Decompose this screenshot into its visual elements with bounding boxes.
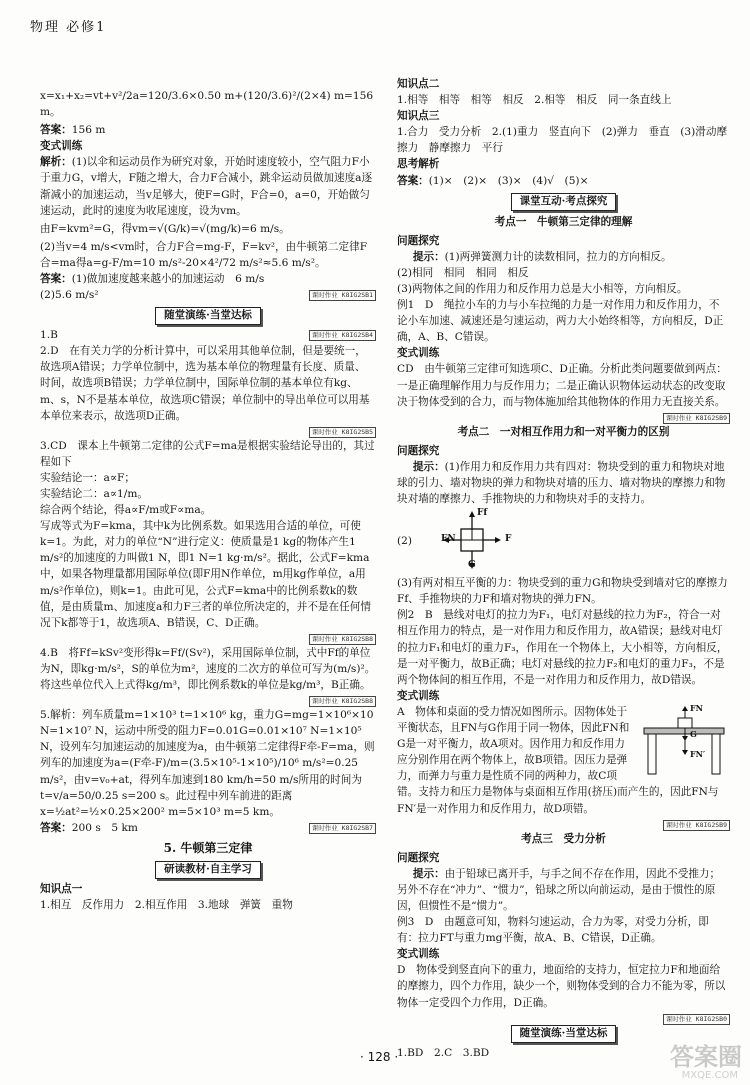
variant-heading: 变式训练 — [40, 140, 83, 153]
hint-label: 提示： — [412, 460, 445, 473]
paragraph: (1)以伞和运动员作为研究对象，开始时速度较小，空气阻力F小于重力G，v增大，F随之增大，合力F合减小，跳伞运动员做加速度a逐渐减小的加速运动，当v足够大，使F=G时，F合=0，a=0，开始做匀速运动，此时的速度为收尾速度，设为vm。 — [40, 156, 373, 217]
answer-value: 200 s 5 km — [71, 821, 138, 834]
example: 例1 D 绳拉小车的力与小车拉绳的力是一对作用力和反作用力，不论小车加速、减速还是匀速运动，两力大小始终相等，方向相反，D正确，A、B、C错误。 — [397, 299, 724, 344]
explore-heading: 问题探究 — [397, 234, 440, 247]
analysis-label: 解析： — [40, 156, 72, 169]
qr-tag: 课时作业 K8IG2SB9 — [663, 413, 730, 424]
page-number: · 128 · — [360, 1050, 399, 1064]
variant-heading: 变式训练 — [397, 948, 440, 961]
fn-label: FN — [690, 702, 703, 713]
topic-heading: 考点三 受力分析 — [521, 832, 606, 845]
answer-value: 156 m — [71, 124, 106, 137]
hint-label: 提示： — [412, 867, 445, 880]
paragraph: CD 由牛顿第三定律可知选项C、D正确。分析此类问题要做到两点：一是正确理解作用力与反作用力；二是正确认识物体运动状态的改变取决于物体受到的合力，而与物体施加给其他物体的作用力无直接关系。 — [397, 363, 727, 408]
section-heading: 课堂互动·考点探究 — [511, 193, 617, 211]
table-force-diagram — [638, 702, 730, 780]
paragraph: (2)当v=4 m/s<vm时，合力F合=mg-F，F=kv²，由牛顿第二定律F合=ma得a=g-F/m=10 m/s²-20×4²/72 m/s²≈5.6 m/s²。 — [40, 240, 368, 269]
g-label: G — [690, 728, 697, 739]
answer-value: (2)5.6 m/s² — [40, 289, 99, 302]
table-diagram-svg — [638, 706, 730, 780]
answer-item: 1.相等 相等 相等 相反 2.相等 相反 同一条直线上 — [397, 94, 672, 107]
qr-tag: 课时作业 K8IG2SB8 — [309, 696, 376, 707]
explore-heading: 问题探究 — [397, 851, 440, 864]
topic-heading: 考点二 一对相互作用力和一对平衡力的区别 — [457, 425, 670, 438]
knowledge-heading: 知识点三 — [397, 110, 440, 123]
paragraph: D 物体受到竖直向下的重力，地面给的支持力，恒定拉力F和地面给的摩擦力，四个力作用，缺少一个，则物体受到的合力不能为零，所以物体一定受四个力作用，D正确。 — [397, 964, 726, 1009]
qr-tag: 课时作业 K8IG2SB5 — [309, 427, 376, 438]
f-label: F — [505, 534, 512, 545]
answer-item: 2.D 在有关力学的分析计算中，可以采用其他单位制，但是要统一，故选项A错误；力学单位制中，选为基本单位的物理量有长度、质量、时间，故选项B错误；力学单位制中，国际单位制的基本单位有kg、m、s，N不是基本单位，故选项C错误；单位制中的导出单位可以用基本单位来表示，故选项D正确。 — [40, 345, 370, 422]
ff-label: Ff — [477, 508, 488, 519]
formula-line: 实验结论二：a∝1/m。 — [40, 488, 148, 501]
paragraph: 由于铅球已离开手，与手之间不存在作用，因此不受推力；另外不存在“冲力”、“惯力”，铅球之所以向前运动，是由于惯性的原因，但惯性不是“惯力”。 — [397, 867, 721, 912]
table-leg — [712, 734, 720, 774]
qr-tag: 课时作业 K8IG2SB8 — [309, 634, 376, 645]
answer-item: 1.B — [40, 329, 58, 342]
answer-item: 1.BD 2.C 3.BD — [397, 1046, 490, 1059]
answer-item: 1.合力 受力分析 2.(1)重力 竖直向下 (2)弹力 垂直 (3)滑动摩擦力 静摩擦力 平行 — [397, 126, 728, 155]
watermark-url: MXQE.COM — [681, 1069, 738, 1081]
answer-item: 4.B 将Ff=kSv²变形得k=Ff/(Sv²)，采用国际单位制，式中Ff的单位为N，即kg·m/s²，S的单位为m²，速度的二次方的单位可写为(m/s)²。将这些单位代入上式得kg/m³，即比例系数k的单位是kg/m³，B正确。 — [40, 646, 376, 692]
knowledge-heading: 知识点一 — [40, 883, 83, 896]
qr-tag: 课时作业 K8IG2SB1 — [309, 290, 376, 301]
answer-label: 答案： — [40, 124, 72, 137]
left-column — [40, 86, 376, 913]
page-header: 物理 必修1 — [30, 20, 107, 35]
section-heading: 研读教材·自主学习 — [155, 861, 261, 879]
table-top — [644, 728, 724, 734]
fn-prime-label: FN′ — [690, 748, 706, 759]
paragraph: (1)作用力和反作用力共有四对：物块受到的重力和物块对地球的引力、墙对物块的弹力和物块对墙的压力、墙对物块的摩擦力和物块对墙的摩擦力、手推物块的力和物块对手的支持力。 — [397, 460, 726, 506]
answer-label: 答案： — [397, 174, 429, 187]
knowledge-heading: 知识点二 — [397, 78, 440, 90]
fn-label: FN — [441, 534, 456, 545]
formula-line: 实验结论一：a∝F； — [40, 471, 135, 484]
qr-tag: 课时作业 K8IG2SB7 — [309, 823, 376, 834]
hint-label: 提示： — [412, 250, 445, 263]
answer-item: 3.CD 课本上牛顿第二定律的公式F=ma是根据实验结论导出的，其过程如下 — [40, 439, 375, 468]
topic-heading: 考点一 牛顿第三定律的理解 — [494, 215, 633, 228]
answer-label: 答案： — [40, 273, 72, 286]
watermark-logo: 答案圈 — [670, 1042, 742, 1071]
g-label: G — [468, 560, 476, 571]
example: 例3 D 由题意可知，物料匀速运动，合力为零，对受力分析，即有：拉力FT与重力mg平衡，故A、B、C错误，D正确。 — [397, 916, 709, 945]
qr-tag: 课时作业 K8IG2SB9 — [663, 820, 730, 831]
force-diagram — [397, 509, 730, 573]
paragraph: 写成等式为F=kma，其中k为比例系数。如果选用合适的单位，可使k=1。为此，对力的单位“N”进行定义：使质量是1 kg的物体产生1 m/s²的加速度的力叫做1 N，即1 N=1 kg·m/s²。据此，公式F=kma中，如果各物理量都用国际单位(即F用N作单位，m用kg作单位，a用m/s²作单位)，则k=1。由此可见，公式F=kma中的比例系数k的数值，是由质量m、加速度a和力F三者的单位所决定的，并不是在任何情况下k都等于1，故选项A、B错误，C、D正确。 — [40, 520, 371, 629]
answer-value: (1)做加速度越来越小的加速运动 6 m/s — [71, 273, 265, 286]
think-heading: 思考解析 — [397, 158, 440, 171]
paragraph: (2)相同 相同 相同 相反 — [397, 266, 529, 279]
section-heading: 随堂演练·当堂达标 — [511, 1025, 617, 1043]
paragraph: (3)两物体之间的作用力和反作用力总是大小相等，方向相反。 — [397, 282, 688, 295]
equation: x=x₁+x₂=vt+v²/2a=120/3.6×0.50 m+(120/3.6)²/(2×4) m=156 m。 — [40, 90, 374, 119]
equation: 由F=kvm²=G，得vm=√(G/k)=√(mg/k)=6 m/s。 — [40, 222, 290, 235]
answer-value: (1)× (2)× (3)× (4)√ (5)× — [428, 174, 589, 187]
object-block — [678, 718, 692, 728]
answer-item: 5.解析：列车质量m=1×10³ t=1×10⁶ kg，重力G=mg=1×10⁶×10 N=1×10⁷ N，运动中所受的阻力F=0.01G=0.01×10⁷ N=1×10⁵ N，设列车匀加速运动的加速度为a，由牛顿第二定律得F牵-F=ma，则列车的加速度为a=(F牵-F)/m=(3.5×10⁵-1×10⁵)/10⁶ m/s²=0.25 m/s²，由v=v₀+at，得列车加速到180 km/h=50 m/s所用的时间为t=v/a=50/0.25 s=200 s。此过程中列车前进的距离x=½at²=½×0.25×200² m=5×10³ m=5 km。 — [40, 709, 375, 818]
right-column — [397, 76, 730, 1061]
variant-heading: 变式训练 — [397, 689, 440, 702]
explore-heading: 问题探究 — [397, 444, 440, 457]
paragraph: (1)两弹簧测力计的读数相同，拉力的方向相反。 — [444, 250, 672, 263]
chapter-title: 5. 牛顿第三定律 — [163, 840, 253, 855]
formula-line: 综合两个结论，得a∝F/m或F∝ma。 — [40, 504, 212, 517]
answer-item: 1.相互 反作用力 2.相互作用 3.地球 弹簧 重物 — [40, 899, 293, 912]
answer-label: 答案： — [40, 821, 72, 834]
section-heading: 随堂演练·当堂达标 — [155, 307, 261, 325]
paragraph: A 物体和桌面的受力情况如图所示。因物体处于平衡状态，且FN与G作用于同一物体，因此FN和G是一对平衡力，故A项对。因作用力和反作用力应分别作用在两个物体上，故B项错。因压力是弹力，而弹力与重力是性质不同的两种力，故C项错。支持力和压力是物体与桌面相互作用(挤压)而产生的，因此FN与FN′是一对作用力和反作用力，故D项错。 — [397, 705, 719, 815]
variant-heading: 变式训练 — [397, 347, 440, 360]
qr-tag: 课时作业 K8IG2SB0 — [663, 1014, 730, 1025]
qr-tag: 课时作业 K8IG2SB4 — [309, 330, 376, 341]
table-leg — [648, 734, 656, 774]
example: 例2 B 悬线对电灯的拉力为F₁，电灯对悬线的拉力为F₂，符合一对相互作用力的特点，是一对作用力和反作用力，故A错误；悬线对电灯的拉力F₁和电灯的重力F₃，作用在一个物体上，大小相等，方向相反，是一对平衡力，故B正确；电灯对悬线的拉力F₂和电灯的重力F₃，不是两个物体间的相互作用，不是一对作用力和反作用力，故D错误。 — [397, 609, 728, 686]
item-number: (2) — [397, 535, 413, 548]
paragraph: (3)有两对相互平衡的力：物块受到的重力G和物块受到墙对它的摩擦力Ff、手推物块的力F和墙对物块的弹力FN。 — [397, 577, 728, 606]
